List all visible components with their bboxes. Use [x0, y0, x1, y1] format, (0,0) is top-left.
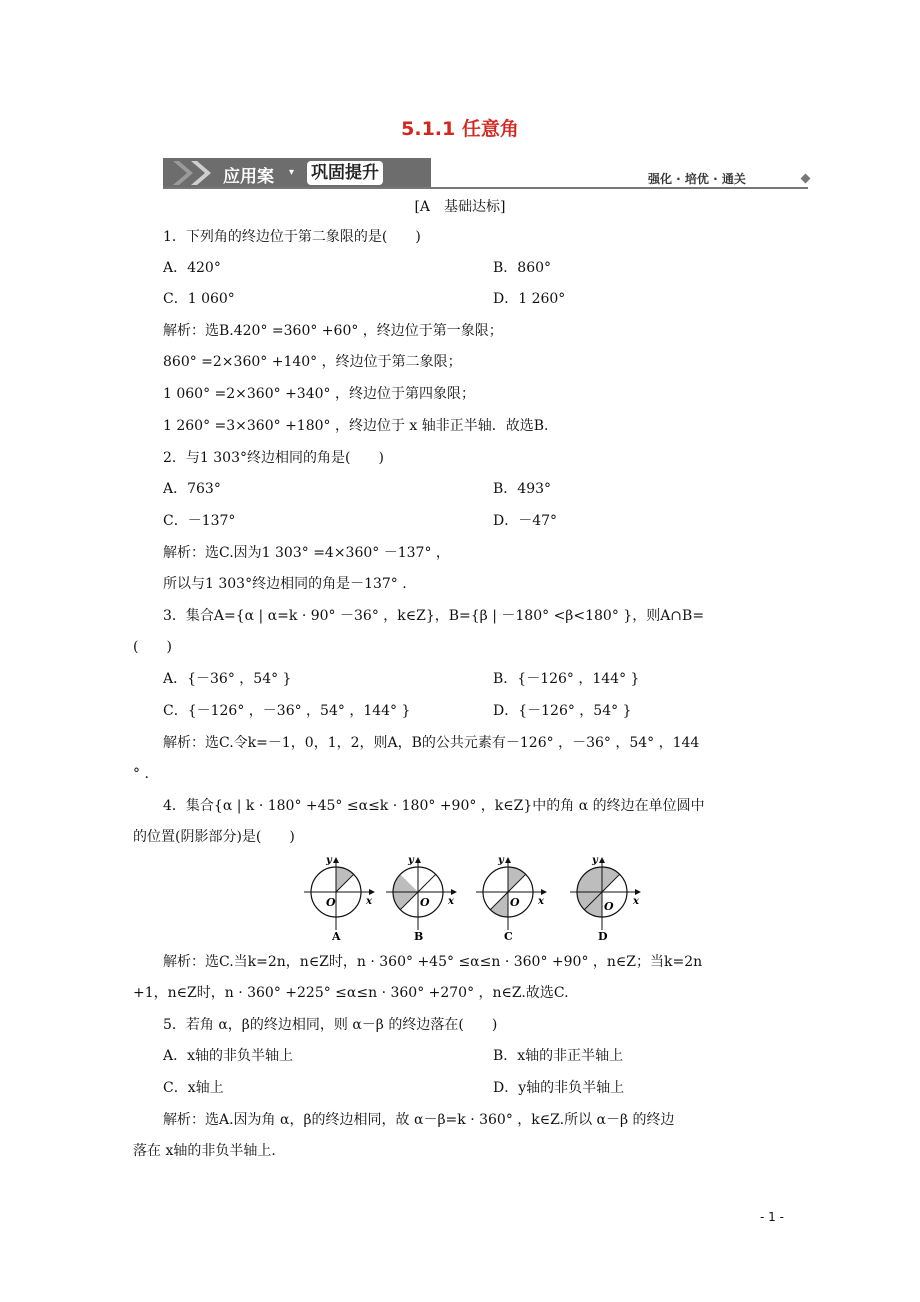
x-axis-label: x — [633, 896, 639, 907]
chevron-arrows-icon — [163, 158, 223, 188]
figure-b — [386, 855, 456, 943]
page-title: 5.1.1 任意角 — [401, 118, 519, 140]
x-axis-label: x — [366, 896, 372, 907]
option-line: D．－47° — [493, 513, 558, 529]
shaded-sector — [490, 892, 508, 917]
question-line: ( ) — [133, 639, 172, 655]
option-line: C．1 060° — [163, 291, 235, 307]
y-axis-label: y — [592, 855, 598, 866]
x-axis-label: x — [448, 896, 454, 907]
question-line: 的位置(阴影部分)是( ) — [133, 829, 295, 845]
page-number: - 1 - — [760, 1210, 784, 1224]
banner-tag: 巩固提升 — [307, 161, 383, 185]
figure-label: B — [414, 930, 424, 943]
solution-line: 1 260° =3×360° +180° ，终边位于 x 轴非正半轴．故选B. — [163, 418, 549, 434]
header-rule — [163, 187, 808, 189]
figure-label: C — [504, 930, 513, 943]
solution-line: 860° =2×360° +140° ，终边位于第二象限； — [163, 354, 462, 370]
option-line: D．y轴的非负半轴上 — [493, 1080, 625, 1096]
section-heading: [A 基础达标] — [414, 199, 506, 215]
shaded-sector — [508, 867, 526, 892]
question-line: 4．集合{α | k · 180° +45° ≤α≤k · 180° +90° ，k∈Z}中的角 α 的终边在单位圆中 — [163, 798, 705, 814]
solution-line: ° . — [133, 766, 149, 782]
figure-label: A — [332, 930, 341, 943]
solution-line: 1 060° =2×360° +340° ，终边位于第四象限； — [163, 386, 475, 402]
figure-c — [476, 855, 546, 943]
origin-label: O — [604, 900, 614, 913]
solution-line: 解析：选A.因为角 α，β的终边相同，故 α－β=k · 360° ，k∈Z.所以 α－β 的终边 — [163, 1112, 675, 1128]
banner-separator: ▾ — [289, 167, 295, 178]
x-axis-label: x — [538, 896, 544, 907]
question-line: 1．下列角的终边位于第二象限的是( ) — [163, 229, 421, 245]
option-line: C．x轴上 — [163, 1080, 224, 1096]
question-line: 5．若角 α，β的终边相同，则 α－β 的终边落在( ) — [163, 1017, 498, 1033]
option-line: B．{－126° ，144° } — [493, 671, 640, 687]
y-axis-label: y — [408, 855, 414, 866]
origin-label: O — [326, 896, 336, 909]
y-axis-label: y — [326, 855, 332, 866]
solution-line: 解析：选B.420° =360° +60° ，终边位于第一象限； — [163, 323, 503, 339]
option-line: D．1 260° — [493, 291, 566, 307]
option-line: B．860° — [493, 260, 552, 276]
origin-label: O — [420, 896, 430, 909]
option-line: A．{－36° ，54° } — [163, 671, 292, 687]
diamond-icon — [801, 174, 811, 184]
solution-line: 解析：选C.当k=2n，n∈Z时，n · 360° +45° ≤α≤n · 360° +90° ，n∈Z；当k=2n — [163, 954, 703, 970]
option-line: A．763° — [163, 481, 221, 497]
banner-label: 应用案 — [223, 167, 274, 187]
option-line: A．420° — [163, 260, 221, 276]
option-line: C．－137° — [163, 513, 236, 529]
solution-line: 所以与1 303°终边相同的角是－137° . — [163, 576, 407, 592]
solution-line: 落在 x轴的非负半轴上. — [133, 1143, 276, 1159]
figure-a — [304, 855, 374, 943]
figure-d — [570, 855, 640, 943]
banner-right-tag: 强化 · 培优 · 通关 — [648, 172, 746, 186]
option-line: B．493° — [493, 481, 552, 497]
option-line: D．{－126° ，54° } — [493, 703, 632, 719]
solution-line: +1，n∈Z时，n · 360° +225° ≤α≤n · 360° +270° ，n∈Z.故选C. — [133, 985, 569, 1001]
origin-label: O — [510, 896, 520, 909]
y-axis-label: y — [498, 855, 504, 866]
solution-line: 解析：选C.令k=－1，0，1，2，则A，B的公共元素有－126° ，－36° ，54° ，144 — [163, 735, 700, 751]
option-line: A．x轴的非负半轴上 — [163, 1048, 294, 1064]
shaded-sector — [336, 867, 354, 892]
unit-circle-figures — [300, 852, 660, 948]
question-line: 3．集合A={α | α=k · 90° －36° ，k∈Z}，B={β | －180° <β<180° }，则A∩B= — [163, 608, 705, 624]
section-banner — [163, 158, 431, 188]
option-line: C．{－126° ，－36° ，54° ，144° } — [163, 703, 411, 719]
solution-line: 解析：选C.因为1 303° =4×360° －137° ， — [163, 545, 450, 561]
question-line: 2．与1 303°终边相同的角是( ) — [163, 450, 384, 466]
figure-label: D — [598, 930, 608, 943]
option-line: B．x轴的非正半轴上 — [493, 1048, 624, 1064]
